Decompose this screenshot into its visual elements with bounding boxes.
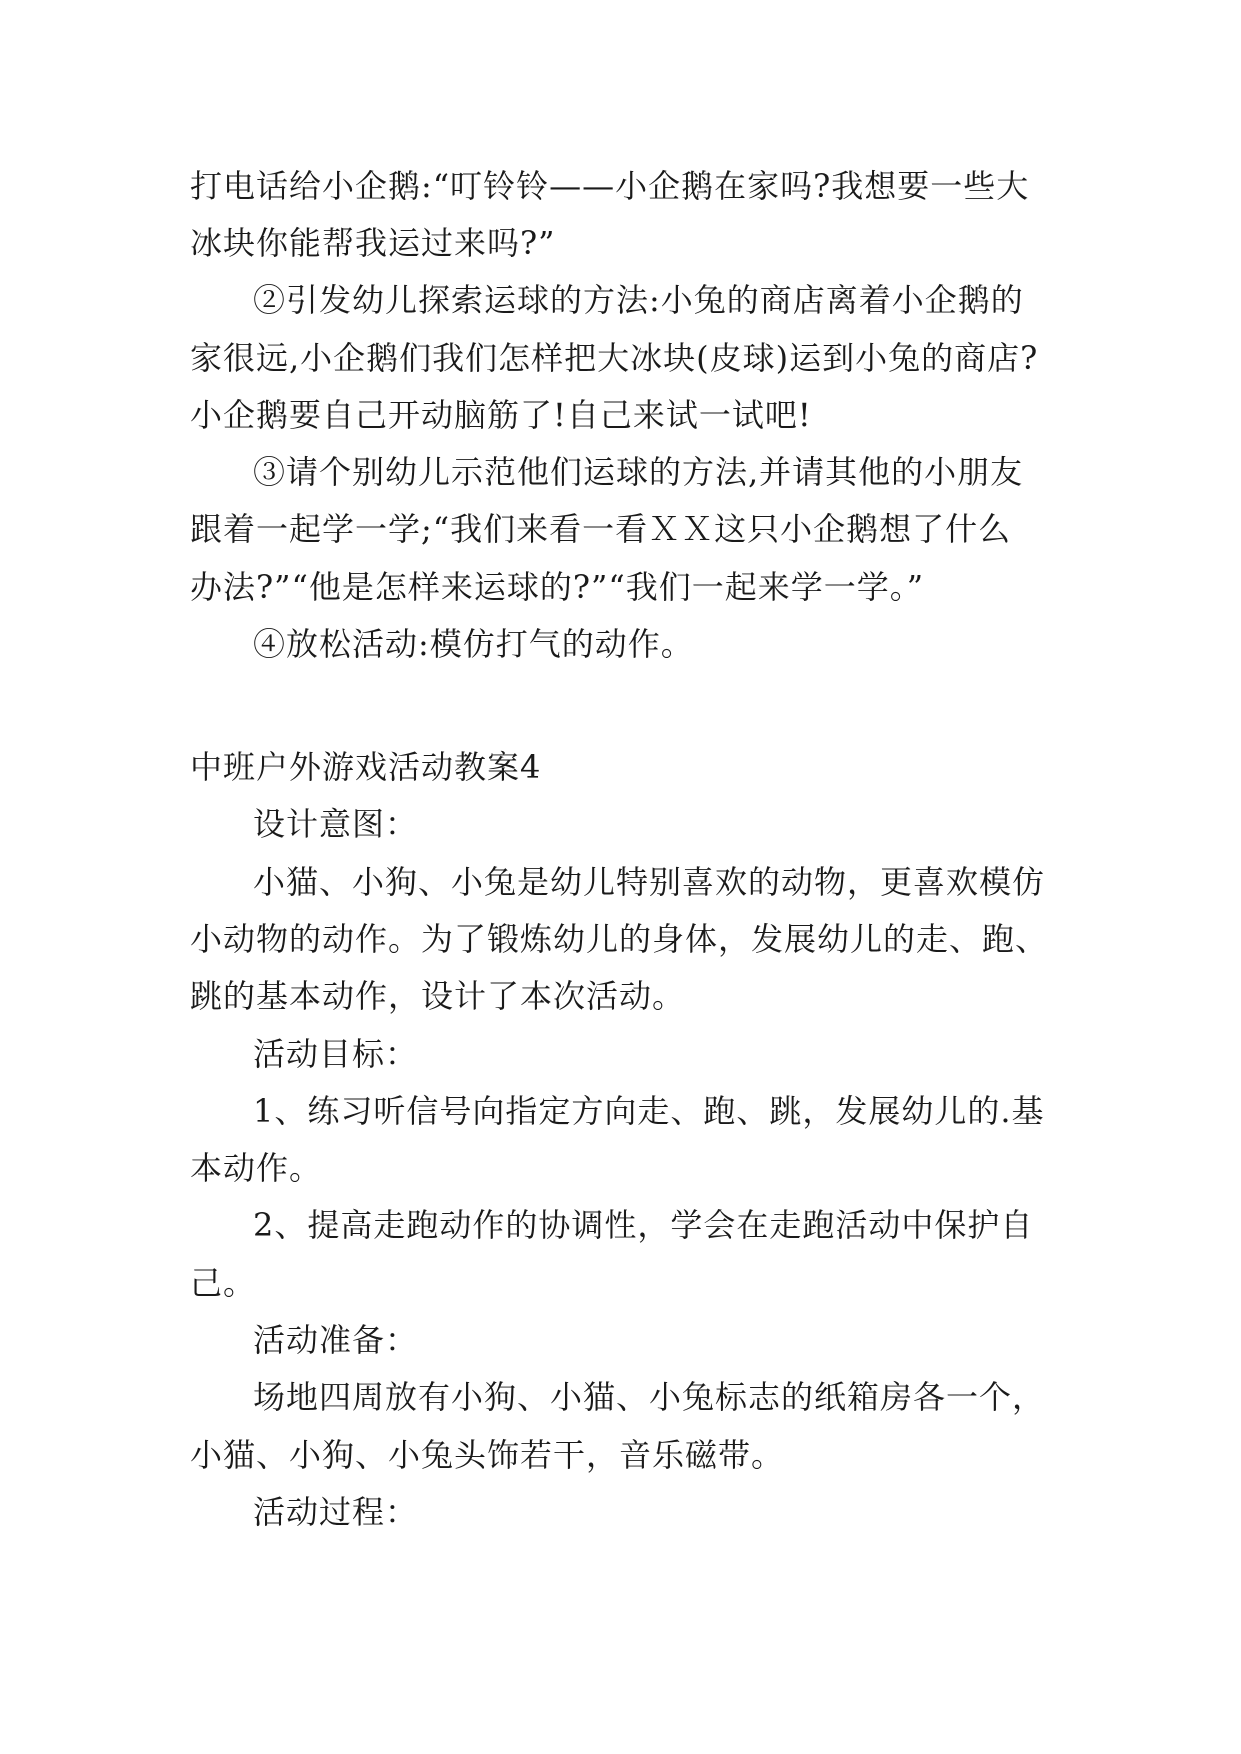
text-line: 小动物的动作。为了锻炼幼儿的身体，发展幼儿的走、跑、 (190, 920, 1049, 958)
text-line: 跟着一起学一学;“我们来看一看ＸＸ这只小企鹅想了什么 (190, 510, 1012, 548)
text-line: 冰块你能帮我运过来吗?” (190, 224, 556, 262)
text-line: 打电话给小企鹅:“叮铃铃——小企鹅在家吗?我想要一些大 (190, 167, 1030, 205)
subheading-activity-prep: 活动准备： (253, 1321, 419, 1359)
text-line: 办法?”“他是怎样来运球的?”“我们一起来学一学。” (190, 568, 925, 606)
text-line: 跳的基本动作，设计了本次活动。 (190, 977, 686, 1015)
text-line: ③请个别幼儿示范他们运球的方法,并请其他的小朋友 (253, 453, 1024, 491)
text-line: 小猫、小狗、小兔是幼儿特别喜欢的动物，更喜欢模仿 (253, 863, 1046, 901)
text-line: ②引发幼儿探索运球的方法:小兔的商店离着小企鹅的 (253, 281, 1024, 319)
text-line: 2、提高走跑动作的协调性，学会在走跑活动中保护自 (253, 1206, 1034, 1244)
section-heading: 中班户外游戏活动教案4 (190, 748, 542, 786)
text-line: 家很远,小企鹅们我们怎样把大冰块(皮球)运到小兔的商店? (190, 339, 1039, 377)
text-line: 小企鹅要自己开动脑筋了!自己来试一试吧! (190, 396, 812, 434)
text-line: 小猫、小狗、小兔头饰若干，音乐磁带。 (190, 1436, 785, 1474)
subheading-activity-goals: 活动目标： (253, 1035, 419, 1073)
text-line: 1、练习听信号向指定方向走、跑、跳，发展幼儿的.基 (253, 1092, 1045, 1130)
subheading-design-intent: 设计意图： (253, 805, 419, 843)
text-line: ④放松活动:模仿打气的动作。 (253, 625, 694, 663)
subheading-activity-process: 活动过程： (253, 1493, 419, 1531)
text-line: 本动作。 (190, 1149, 323, 1187)
text-line: 己。 (190, 1264, 257, 1302)
text-line: 场地四周放有小狗、小猫、小兔标志的纸箱房各一个， (253, 1378, 1046, 1416)
